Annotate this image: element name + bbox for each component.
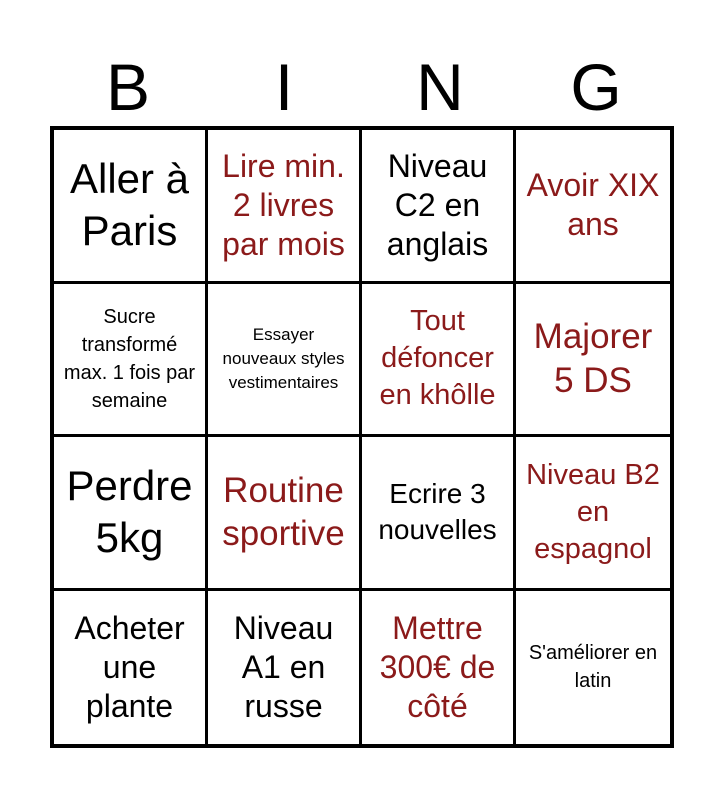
cell-text: Niveau A1 en russe (233, 609, 334, 724)
bingo-cell-r4-c3[interactable] (362, 591, 516, 745)
bingo-cell-r1-c4[interactable] (516, 130, 670, 284)
cell-text: Aller à Paris (69, 154, 190, 255)
cell-text: Ecrire 3 nouvelles (378, 478, 497, 546)
cell-text: Majorer 5 DS (533, 317, 653, 400)
cell-text: Avoir XIX ans (526, 167, 660, 243)
bingo-cell-r3-c1[interactable] (54, 437, 208, 591)
cell-text: Sucre transformé max. 1 fois par semaine (63, 305, 196, 412)
header-letter-n: N (416, 50, 464, 124)
bingo-cell-r2-c1[interactable] (54, 284, 208, 438)
bingo-cell-r1-c2[interactable] (208, 130, 362, 284)
cell-text: Essayer nouveaux styles vestimentaires (222, 325, 345, 392)
bingo-cell-r3-c2[interactable] (208, 437, 362, 591)
cell-text: Routine sportive (222, 470, 345, 554)
bingo-cell-r4-c1[interactable] (54, 591, 208, 745)
bingo-cell-r2-c3[interactable] (362, 284, 516, 438)
bingo-cell-r4-c2[interactable] (208, 591, 362, 745)
bingo-cell-r1-c3[interactable] (362, 130, 516, 284)
bingo-cell-r2-c2[interactable] (208, 284, 362, 438)
bingo-cell-r4-c4[interactable] (516, 591, 670, 745)
header-letter-i: I (274, 50, 294, 124)
cell-text: Mettre 300€ de côté (379, 609, 496, 724)
cell-text: Tout défoncer en khôlle (379, 305, 496, 412)
bingo-grid (50, 126, 674, 748)
cell-text: Perdre 5kg (66, 461, 193, 562)
bingo-cell-r3-c4[interactable] (516, 437, 670, 591)
cell-text: Lire min. 2 livres par mois (222, 147, 345, 262)
header-letter-b: B (105, 50, 151, 124)
cell-text: Acheter une plante (74, 609, 185, 724)
cell-text: S'améliorer en latin (528, 642, 658, 693)
header-letter-g: G (570, 50, 622, 124)
cell-text: Niveau C2 en anglais (386, 147, 489, 262)
bingo-header (50, 48, 674, 126)
bingo-cell-r3-c3[interactable] (362, 437, 516, 591)
cell-text: Niveau B2 en espagnol (526, 458, 660, 565)
bingo-cell-r2-c4[interactable] (516, 284, 670, 438)
bingo-cell-r1-c1[interactable] (54, 130, 208, 284)
